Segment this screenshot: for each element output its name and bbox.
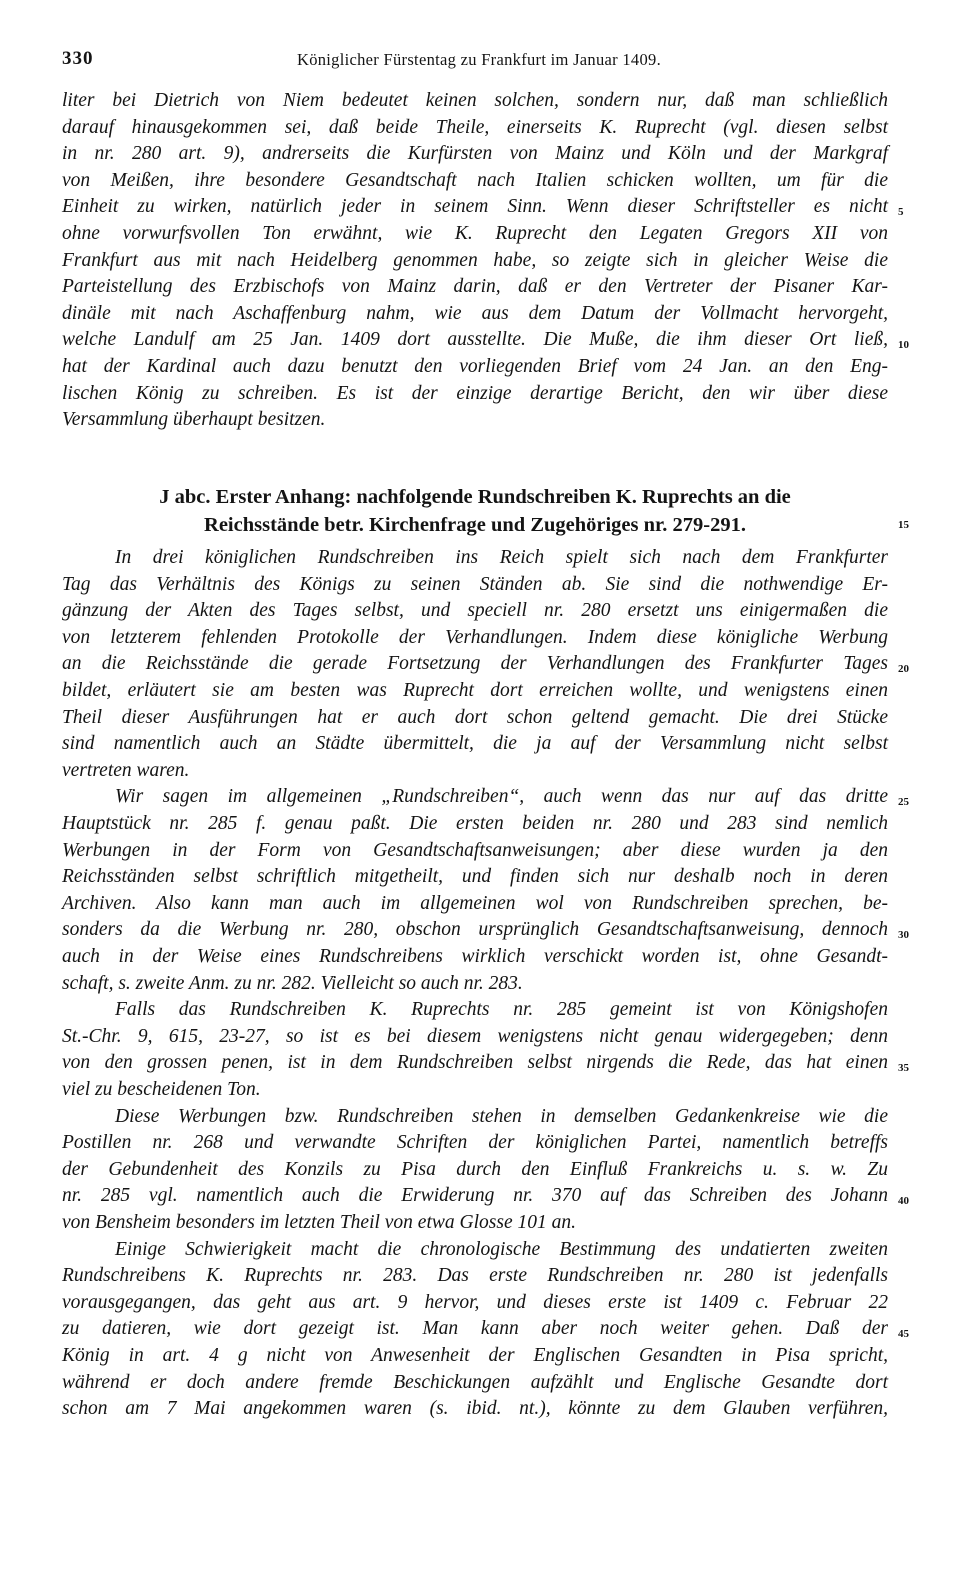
text-line: In drei königlichen Rundschreiben ins Reich spielt sich nach dem Frankfurter [115, 547, 888, 568]
margin-line-number: 35 [898, 1062, 909, 1074]
text-line: nr. 285 vgl. namentlich auch die Erwiderung nr. 370 auf das Schreiben des Johann [62, 1185, 888, 1207]
text-line: welche Landulf am 25 Jan. 1409 dort ausstellte. Die Muße, die ihm dieser Ort ließ, [62, 329, 888, 351]
text-line: schaft, s. zweite Anm. zu nr. 282. Vielleicht so auch nr. 283. [62, 972, 523, 994]
text-line: vertreten waren. [62, 759, 190, 781]
text-line: von Bensheim besonders im letzten Theil von etwa Glosse 101 an. [62, 1212, 576, 1233]
text-line: von den grossen penen, ist in dem Rundschreiben selbst nirgends die Rede, das hat einen [62, 1052, 888, 1074]
text-line: hat der Kardinal auch dazu benutzt den vorliegenden Brief vom 24 Jan. an den Eng- [62, 356, 888, 377]
text-line: Werbungen in der Form von Gesandtschaftsanweisungen; aber diese wurden ja den [62, 839, 888, 861]
margin-line-number: 45 [898, 1328, 909, 1340]
text-line: Rundschreibens K. Ruprechts nr. 283. Das erste Rundschreiben nr. 280 ist jedenfalls [62, 1265, 888, 1287]
text-line: sind namentlich auch an Städte übermittelt, die ja auf der Versammlung nicht selbst [62, 733, 888, 755]
text-line: vorausgegangen, das geht aus art. 9 hervor, und dieses erste ist 1409 c. Februar 22 [62, 1291, 888, 1313]
text-line: Reichsständen selbst schriftlich mitgetheilt, und finden sich nur deshalb noch in deren [62, 866, 888, 888]
text-line: Versammlung überhaupt besitzen. [62, 409, 326, 431]
margin-line-number: 20 [898, 663, 909, 675]
text-line: gänzung der Akten des Tages selbst, und speciell nr. 280 ersetzt uns einigermaßen die [62, 600, 888, 622]
page-number: 330 [62, 48, 94, 69]
text-line: Falls das Rundschreiben K. Ruprechts nr. 285 gemeint ist von Königshofen [115, 999, 888, 1021]
text-line: Parteistellung des Erzbischofs von Mainz darin, daß er den Vertreter der Pisaner Kar- [62, 276, 888, 298]
running-head: Königlicher Fürstentag zu Frankfurt im Januar 1409. [296, 50, 661, 69]
text-line: Frankfurt aus mit nach Heidelberg genommen habe, so zeigte sich in gleicher Weise die [62, 249, 888, 271]
text-line: Einige Schwierigkeit macht die chronologische Bestimmung des undatierten zweiten [115, 1238, 888, 1260]
text-line: Einheit zu wirken, natürlich jeder in seinem Sinn. Wenn dieser Schriftsteller es nicht [62, 196, 888, 218]
text-line: Tag das Verhältnis des Königs zu seinen Ständen ab. Sie sind die nothwendige Er- [62, 573, 888, 595]
text-line: Postillen nr. 268 und verwandte Schriften der königlichen Partei, namentlich betreffs [62, 1132, 888, 1154]
text-line: in nr. 280 art. 9), andrerseits die Kurfürsten von Mainz und Köln und der Markgraf [62, 143, 888, 165]
text-line: Hauptstück nr. 285 f. genau paßt. Die ersten beiden nr. 280 und 283 sind nemlich [62, 813, 888, 834]
margin-line-number: 10 [898, 339, 909, 351]
text-line: zu datieren, wie dort gezeigt ist. Man kann aber noch weiter gehen. Daß der [62, 1318, 888, 1340]
text-line: an die Reichsstände die gerade Fortsetzung der Verhandlungen des Frankfurter Tages [62, 653, 888, 675]
text-line: sonders da die Werbung nr. 280, obschon ursprünglich Gesandtschaftsanweisung, dennoch [62, 919, 888, 941]
text-line: liter bei Dietrich von Niem bedeutet keinen solchen, sondern nur, daß man schließlich [62, 90, 888, 111]
text-line: Theil dieser Ausführungen hat er auch dort schon geltend gemacht. Die drei Stücke [62, 706, 888, 728]
section-heading-line-1: J abc. Erster Anhang: nachfolgende Rundschreiben K. Ruprechts an die [159, 486, 791, 508]
text-line: von Meißen, ihre besondere Gesandtschaft nach Italien schicken wollten, um für die [62, 169, 888, 191]
text-line: der Gebundenheit des Konzils zu Pisa durch den Einfluß Frankreichs u. s. w. Zu [62, 1158, 888, 1180]
text-line: Wir sagen im allgemeinen „Rundschreiben“, auch wenn das nur auf das dritte [115, 786, 888, 808]
section-heading-line-2: Reichsstände betr. Kirchenfrage und Zugehöriges nr. 279-291. [204, 514, 746, 536]
text-line: während er doch andere fremde Beschickungen aufzählt und Englische Gesandte dort [62, 1371, 888, 1393]
text-line: Diese Werbungen bzw. Rundschreiben stehen in demselben Gedankenkreise wie die [115, 1105, 888, 1127]
page-header [62, 48, 896, 76]
margin-line-number: 25 [898, 796, 909, 808]
text-line: viel zu bescheidenen Ton. [62, 1079, 261, 1100]
margin-line-number: 5 [898, 206, 904, 218]
text-line: schon am 7 Mai angekommen waren (s. ibid. nt.), könnte zu dem Glauben verführen, [62, 1398, 888, 1420]
text-line: St.-Chr. 9, 615, 23-27, so ist es bei diesem wenigstens nicht genau widergegeben; denn [62, 1025, 888, 1047]
text-line: Archiven. Also kann man auch im allgemeinen wol von Rundschreiben sprechen, be- [62, 892, 888, 914]
text-line: dinäle mit nach Aschaffenburg nahm, wie aus dem Datum der Vollmacht hervorgeht, [62, 302, 888, 324]
text-line: lischen König zu schreiben. Es ist der einzige derartige Bericht, den wir über diese [62, 382, 888, 404]
margin-line-number: 40 [898, 1195, 909, 1207]
margin-line-number: 30 [898, 929, 909, 941]
text-line: ohne vorwurfsvollen Ton erwähnt, wie K. Ruprecht den Legaten Gregors XII von [62, 223, 888, 244]
text-line: auch in der Weise eines Rundschreibens wirklich verschickt worden ist, ohne Gesandt- [62, 946, 888, 967]
text-line: bildet, erläutert sie am besten was Ruprecht dort erreichen wollte, und wenigstens einen [62, 680, 888, 701]
text-line: darauf hinausgekommen sei, daß beide Theile, einerseits K. Ruprecht (vgl. diesen selbst [62, 116, 888, 138]
text-line: von letzterem fehlenden Protokolle der Verhandlungen. Indem diese königliche Werbung [62, 626, 888, 648]
margin-line-number: 15 [898, 519, 909, 531]
text-line: König in art. 4 g nicht von Anwesenheit der Englischen Gesandten in Pisa spricht, [62, 1345, 888, 1366]
